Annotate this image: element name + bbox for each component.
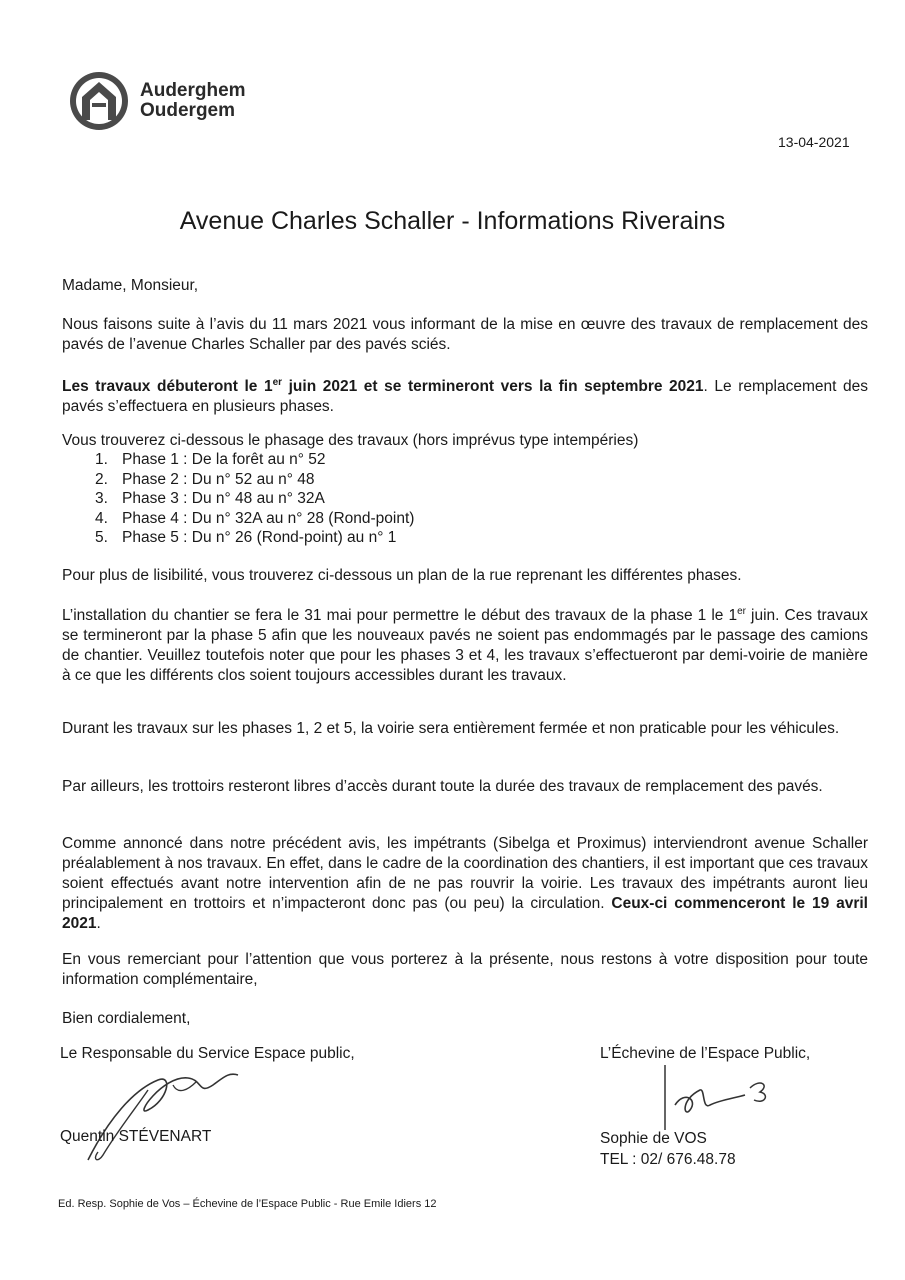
paragraph-dates [62,373,868,417]
paragraph-sidewalks: Par ailleurs, les trottoirs resteront libres d’accès durant toute la durée des travaux de remplacement des pavés. [62,778,823,795]
logo-text [140,81,246,121]
paragraph-thanks: En vous remerciant pour l’attention que vous porterez à la présente, nous restons à votre disposition pour toute information complémentaire, [62,951,868,988]
list-item: 4. Phase 4 : Du n° 32A au n° 28 (Rond-point) [95,509,415,527]
signatory-right-role: L’Échevine de l’Espace Public, [600,1045,811,1062]
logo-line-2: Oudergem [140,100,236,121]
utilities-bold: Ceux-ci commenceront le 19 avril 2021 [62,895,868,932]
paragraph-utilities: Comme annoncé dans notre précédent avis, les impétrants (Sibelga et Proximus) interviendront avenue Schaller préalablement à nos travaux. En effet, dans le cadre de la coordination des chantiers, il est important que ces travaux soient effectués avant notre intervention afin de ne pas rouvrir la voirie. Les travaux des impétrants auront lieu principalement en trottoirs et n’impacteront donc pas (ou peu) la circulation. Ceux-ci commenceront le 19 avril 2021. [62,835,868,932]
signatory-right-phone: TEL : 02/ 676.48.78 [600,1151,736,1168]
salutation: Madame, Monsieur, [62,277,199,294]
paragraph-closure: Durant les travaux sur les phases 1, 2 et 5, la voirie sera entièrement fermée et non praticable pour les véhicules. [62,720,840,737]
dates-bold-a: Les travaux débuteront le 1 [62,378,273,396]
list-item: 2. Phase 2 : Du n° 52 au n° 48 [95,470,315,488]
phasing-intro: Vous trouverez ci-dessous le phasage des travaux (hors imprévus type intempéries) [62,432,639,449]
dates-bold-b: juin 2021 et se termineront vers la fin septembre 2021 [282,378,704,396]
auderghem-logo-icon [68,70,130,132]
list-item: 3. Phase 3 : Du n° 48 au n° 32A [95,490,325,507]
dates-bold-sup: er [272,377,283,388]
signatory-right-block [600,1128,736,1170]
paragraph-plan: Pour plus de lisibilité, vous trouverez ci-dessous un plan de la rue reprenant les différentes phases. [62,567,742,584]
phases-list [95,450,414,548]
signatory-left-name: Quentin STÉVENART [60,1128,212,1145]
list-item: 5. Phase 5 : Du n° 26 (Rond-point) au n° 1 [95,529,397,546]
paragraph-installation: L’installation du chantier se fera le 31 mai pour permettre le début des travaux de la phase 1 le 1er juin. Ces travaux se termineront par la phase 5 afin que les nouveaux pavés ne soient pas endommagés par le passage des camions de chantier. Veuillez toutefois noter que pour les phases 3 et 4, les travaux s’effectueront par demi-voirie de manière à ce que les différents clos soient toujours accessibles durant les travaux. [62,606,868,685]
signatory-left-role: Le Responsable du Service Espace public, [60,1045,355,1062]
signatory-right-name: Sophie de VOS [600,1130,707,1147]
paragraph-intro: Nous faisons suite à l’avis du 11 mars 2021 vous informant de la mise en œuvre des travaux de remplacement des pavés de l’avenue Charles Schaller par des pavés sciés. [62,316,868,353]
logo-line-1: Auderghem [140,80,246,101]
handwritten-signature-left [78,1060,248,1170]
letter-date: 13-04-2021 [778,134,850,150]
handwritten-signature-right [650,1060,780,1135]
letter-title: Avenue Charles Schaller - Informations Riverains [179,207,726,235]
closing: Bien cordialement, [62,1010,191,1027]
list-item: 1. Phase 1 : De la forêt au n° 52 [95,451,326,468]
footer-publisher: Ed. Resp. Sophie de Vos – Échevine de l’Espace Public - Rue Emile Idiers 12 [58,1198,437,1210]
dates-rest: . Le remplacement des pavés s’effectuera en plusieurs phases. [62,378,868,416]
